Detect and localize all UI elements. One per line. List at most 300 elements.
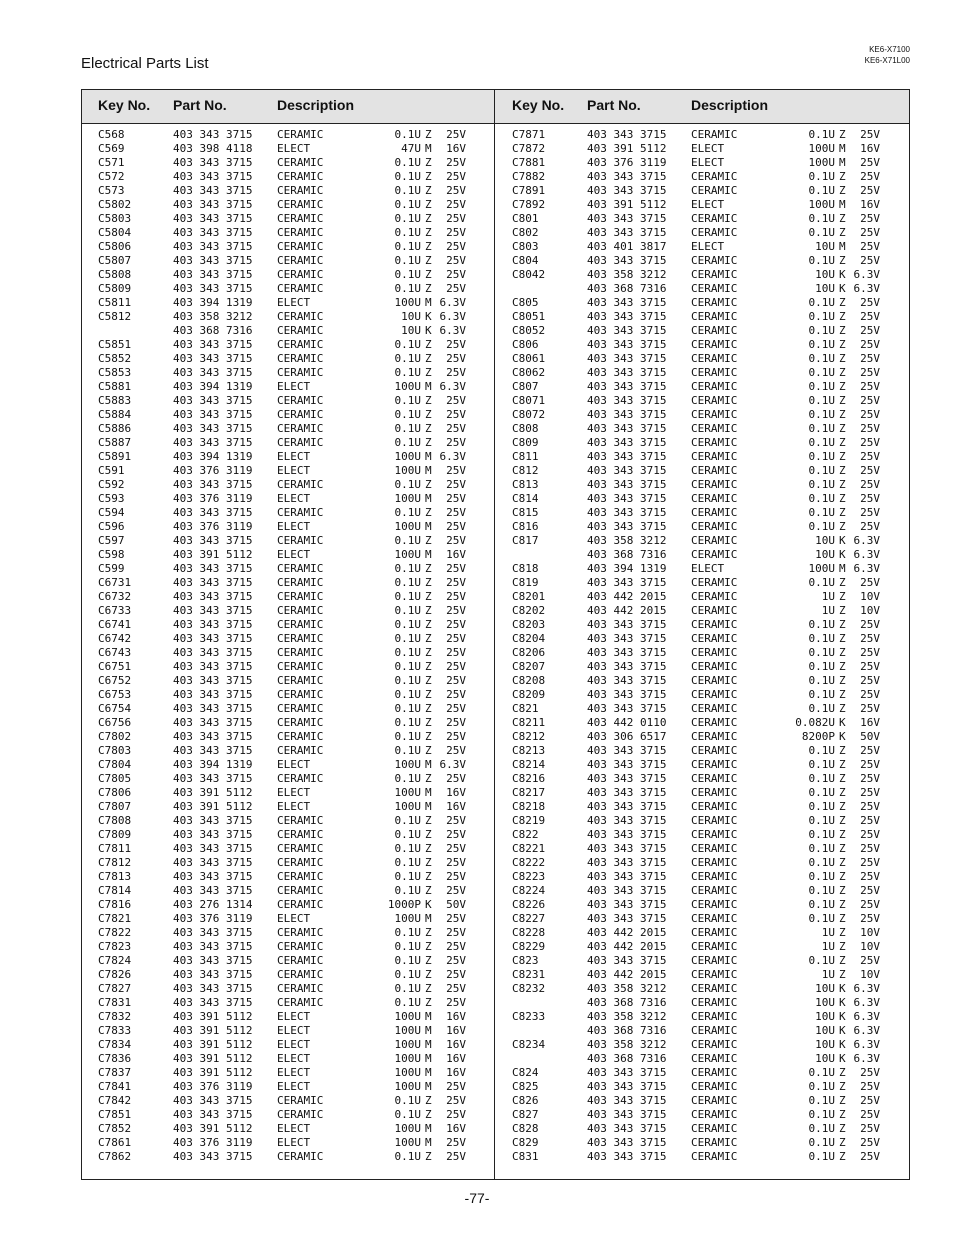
cell-description: CERAMIC bbox=[277, 422, 324, 435]
cell-tolerance: Z bbox=[425, 646, 432, 659]
cell-description: CERAMIC bbox=[691, 744, 738, 757]
cell-part-no: 403 306 6517 bbox=[587, 730, 667, 743]
cell-key-no: C6732 bbox=[98, 590, 132, 603]
cell-description: CERAMIC bbox=[277, 1094, 324, 1107]
cell-part-no: 403 343 3715 bbox=[173, 268, 253, 281]
cell-tolerance: Z bbox=[839, 296, 846, 309]
cell-key-no: C8219 bbox=[512, 814, 546, 827]
cell-part-no: 403 376 3119 bbox=[173, 1080, 253, 1093]
cell-tolerance: Z bbox=[425, 674, 432, 687]
cell-part-no: 403 343 3715 bbox=[587, 632, 667, 645]
table-row bbox=[82, 268, 494, 282]
cell-part-no: 403 343 3715 bbox=[173, 212, 253, 225]
cell-tolerance: M bbox=[839, 562, 846, 575]
cell-tolerance: Z bbox=[839, 800, 846, 813]
cell-value: 0.1U bbox=[808, 478, 835, 491]
cell-description: CERAMIC bbox=[691, 268, 738, 281]
cell-tolerance: Z bbox=[839, 408, 846, 421]
cell-key-no: C801 bbox=[512, 212, 539, 225]
table-row bbox=[82, 1066, 494, 1080]
cell-voltage: 25V bbox=[860, 870, 880, 883]
table-row bbox=[496, 604, 908, 618]
cell-tolerance: K bbox=[425, 898, 432, 911]
cell-voltage: 25V bbox=[860, 884, 880, 897]
table-row bbox=[82, 464, 494, 478]
cell-part-no: 403 343 3715 bbox=[587, 296, 667, 309]
cell-tolerance: Z bbox=[839, 212, 846, 225]
cell-key-no: C7814 bbox=[98, 884, 132, 897]
cell-value: 0.1U bbox=[808, 380, 835, 393]
cell-voltage: 25V bbox=[860, 156, 880, 169]
cell-part-no: 403 343 3715 bbox=[173, 744, 253, 757]
table-row bbox=[82, 198, 494, 212]
cell-part-no: 403 376 3119 bbox=[173, 520, 253, 533]
cell-key-no: C8051 bbox=[512, 310, 546, 323]
table-row bbox=[496, 968, 908, 982]
cell-tolerance: Z bbox=[425, 338, 432, 351]
table-row bbox=[496, 744, 908, 758]
cell-value: 0.1U bbox=[808, 842, 835, 855]
cell-tolerance: K bbox=[839, 730, 846, 743]
cell-tolerance: Z bbox=[839, 786, 846, 799]
cell-description: CERAMIC bbox=[691, 996, 738, 1009]
cell-voltage: 25V bbox=[860, 464, 880, 477]
cell-key-no: C7852 bbox=[98, 1122, 132, 1135]
cell-key-no: C5887 bbox=[98, 436, 132, 449]
cell-tolerance: Z bbox=[839, 128, 846, 141]
cell-description: ELECT bbox=[277, 1136, 311, 1149]
cell-tolerance: Z bbox=[425, 856, 432, 869]
table-row bbox=[82, 1094, 494, 1108]
cell-description: CERAMIC bbox=[277, 240, 324, 253]
table-row bbox=[496, 128, 908, 142]
cell-value: 1U bbox=[821, 968, 835, 981]
cell-part-no: 403 391 5112 bbox=[173, 1052, 253, 1065]
cell-voltage: 25V bbox=[860, 436, 880, 449]
cell-key-no: C7872 bbox=[512, 142, 546, 155]
cell-key-no: C8229 bbox=[512, 940, 546, 953]
cell-tolerance: M bbox=[425, 450, 432, 463]
cell-value: 0.1U bbox=[808, 618, 835, 631]
cell-voltage: 25V bbox=[860, 828, 880, 841]
table-row bbox=[496, 450, 908, 464]
cell-value: 0.1U bbox=[394, 870, 421, 883]
cell-voltage: 25V bbox=[446, 156, 466, 169]
table-row bbox=[82, 240, 494, 254]
cell-value: 0.1U bbox=[394, 940, 421, 953]
cell-value: 100U bbox=[394, 1136, 421, 1149]
cell-part-no: 403 343 3715 bbox=[173, 772, 253, 785]
cell-value: 0.1U bbox=[394, 576, 421, 589]
cell-value: 0.1U bbox=[394, 534, 421, 547]
cell-part-no: 403 343 3715 bbox=[173, 814, 253, 827]
cell-part-no: 403 391 5112 bbox=[173, 1122, 253, 1135]
cell-description: CERAMIC bbox=[691, 884, 738, 897]
table-row bbox=[82, 338, 494, 352]
cell-part-no: 403 442 2015 bbox=[587, 968, 667, 981]
cell-description: CERAMIC bbox=[691, 324, 738, 337]
cell-part-no: 403 343 3715 bbox=[587, 450, 667, 463]
cell-voltage: 25V bbox=[860, 1066, 880, 1079]
cell-key-no: C7822 bbox=[98, 926, 132, 939]
cell-description: CERAMIC bbox=[277, 898, 324, 911]
table-row bbox=[496, 562, 908, 576]
table-row bbox=[496, 772, 908, 786]
cell-tolerance: M bbox=[425, 1052, 432, 1065]
table-row bbox=[82, 450, 494, 464]
cell-part-no: 403 343 3715 bbox=[587, 184, 667, 197]
cell-key-no: C568 bbox=[98, 128, 125, 141]
cell-description: ELECT bbox=[277, 1122, 311, 1135]
cell-voltage: 25V bbox=[860, 310, 880, 323]
cell-voltage: 25V bbox=[860, 394, 880, 407]
cell-voltage: 16V bbox=[446, 1122, 466, 1135]
cell-tolerance: Z bbox=[839, 674, 846, 687]
cell-voltage: 25V bbox=[446, 268, 466, 281]
cell-value: 0.1U bbox=[394, 408, 421, 421]
cell-key-no: C8202 bbox=[512, 604, 546, 617]
cell-tolerance: Z bbox=[839, 422, 846, 435]
cell-value: 1U bbox=[821, 926, 835, 939]
cell-part-no: 403 343 3715 bbox=[173, 842, 253, 855]
cell-description: CERAMIC bbox=[691, 940, 738, 953]
cell-description: CERAMIC bbox=[277, 366, 324, 379]
table-row bbox=[82, 870, 494, 884]
cell-tolerance: Z bbox=[425, 254, 432, 267]
cell-description: CERAMIC bbox=[691, 898, 738, 911]
cell-value: 0.1U bbox=[808, 310, 835, 323]
cell-tolerance: Z bbox=[425, 604, 432, 617]
cell-part-no: 403 391 5112 bbox=[173, 548, 253, 561]
cell-voltage: 25V bbox=[446, 520, 466, 533]
cell-value: 100U bbox=[808, 562, 835, 575]
cell-voltage: 25V bbox=[446, 576, 466, 589]
cell-part-no: 403 442 2015 bbox=[587, 940, 667, 953]
cell-value: 0.1U bbox=[394, 170, 421, 183]
cell-description: CERAMIC bbox=[691, 786, 738, 799]
cell-description: CERAMIC bbox=[691, 1052, 738, 1065]
cell-key-no: C5883 bbox=[98, 394, 132, 407]
cell-description: CERAMIC bbox=[691, 380, 738, 393]
cell-key-no: C7836 bbox=[98, 1052, 132, 1065]
cell-tolerance: M bbox=[425, 1136, 432, 1149]
table-row bbox=[82, 604, 494, 618]
cell-description: CERAMIC bbox=[691, 422, 738, 435]
cell-part-no: 403 368 7316 bbox=[587, 1052, 667, 1065]
cell-tolerance: M bbox=[425, 786, 432, 799]
cell-value: 0.1U bbox=[394, 394, 421, 407]
cell-tolerance: Z bbox=[839, 576, 846, 589]
cell-part-no: 403 343 3715 bbox=[587, 954, 667, 967]
cell-description: CERAMIC bbox=[691, 128, 738, 141]
cell-description: CERAMIC bbox=[691, 492, 738, 505]
cell-voltage: 16V bbox=[446, 1052, 466, 1065]
cell-description: ELECT bbox=[277, 1080, 311, 1093]
cell-tolerance: Z bbox=[425, 590, 432, 603]
cell-description: CERAMIC bbox=[277, 394, 324, 407]
cell-voltage: 10V bbox=[860, 968, 880, 981]
cell-tolerance: M bbox=[425, 758, 432, 771]
cell-value: 100U bbox=[394, 800, 421, 813]
cell-value: 0.1U bbox=[808, 702, 835, 715]
cell-tolerance: Z bbox=[839, 702, 846, 715]
cell-description: CERAMIC bbox=[277, 814, 324, 827]
cell-voltage: 25V bbox=[446, 464, 466, 477]
cell-voltage: 25V bbox=[860, 702, 880, 715]
cell-description: CERAMIC bbox=[277, 702, 324, 715]
cell-voltage: 25V bbox=[446, 240, 466, 253]
cell-voltage: 16V bbox=[860, 142, 880, 155]
table-row bbox=[82, 156, 494, 170]
cell-description: CERAMIC bbox=[691, 1122, 738, 1135]
cell-value: 0.1U bbox=[394, 674, 421, 687]
cell-description: ELECT bbox=[277, 1038, 311, 1051]
cell-part-no: 403 358 3212 bbox=[587, 982, 667, 995]
cell-tolerance: Z bbox=[839, 814, 846, 827]
table-row bbox=[82, 520, 494, 534]
cell-description: CERAMIC bbox=[691, 548, 738, 561]
cell-voltage: 25V bbox=[446, 842, 466, 855]
cell-voltage: 6.3V bbox=[439, 296, 466, 309]
cell-value: 0.1U bbox=[394, 268, 421, 281]
cell-tolerance: Z bbox=[425, 282, 432, 295]
cell-tolerance: Z bbox=[425, 562, 432, 575]
cell-voltage: 16V bbox=[446, 142, 466, 155]
cell-tolerance: K bbox=[839, 534, 846, 547]
cell-key-no: C7841 bbox=[98, 1080, 132, 1093]
cell-tolerance: K bbox=[839, 1010, 846, 1023]
cell-value: 100U bbox=[394, 1010, 421, 1023]
table-row bbox=[496, 324, 908, 338]
cell-part-no: 403 343 3715 bbox=[587, 1094, 667, 1107]
table-row bbox=[496, 856, 908, 870]
cell-voltage: 16V bbox=[446, 786, 466, 799]
cell-value: 10U bbox=[815, 1010, 835, 1023]
cell-key-no: C8224 bbox=[512, 884, 546, 897]
cell-voltage: 25V bbox=[860, 1094, 880, 1107]
cell-voltage: 25V bbox=[446, 478, 466, 491]
cell-voltage: 25V bbox=[860, 1150, 880, 1163]
cell-key-no: C5852 bbox=[98, 352, 132, 365]
cell-value: 0.1U bbox=[394, 422, 421, 435]
cell-voltage: 25V bbox=[860, 1122, 880, 1135]
cell-part-no: 403 343 3715 bbox=[587, 170, 667, 183]
cell-key-no: C825 bbox=[512, 1080, 539, 1093]
cell-tolerance: K bbox=[839, 548, 846, 561]
table-row bbox=[82, 548, 494, 562]
cell-tolerance: Z bbox=[425, 940, 432, 953]
cell-value: 0.1U bbox=[394, 660, 421, 673]
cell-key-no: C8042 bbox=[512, 268, 546, 281]
table-row bbox=[496, 1122, 908, 1136]
table-row bbox=[82, 772, 494, 786]
table-row bbox=[496, 870, 908, 884]
cell-voltage: 25V bbox=[446, 338, 466, 351]
table-row bbox=[82, 254, 494, 268]
cell-description: CERAMIC bbox=[691, 408, 738, 421]
cell-value: 1U bbox=[821, 604, 835, 617]
cell-voltage: 6.3V bbox=[853, 1038, 880, 1051]
cell-tolerance: M bbox=[425, 548, 432, 561]
cell-part-no: 403 358 3212 bbox=[587, 1010, 667, 1023]
table-row bbox=[496, 688, 908, 702]
cell-description: CERAMIC bbox=[277, 156, 324, 169]
cell-part-no: 403 343 3715 bbox=[587, 254, 667, 267]
cell-part-no: 403 343 3715 bbox=[587, 660, 667, 673]
cell-value: 100U bbox=[394, 1024, 421, 1037]
table-row bbox=[82, 996, 494, 1010]
cell-value: 0.1U bbox=[808, 254, 835, 267]
cell-key-no: C808 bbox=[512, 422, 539, 435]
cell-voltage: 25V bbox=[860, 1108, 880, 1121]
cell-description: CERAMIC bbox=[277, 534, 324, 547]
cell-voltage: 25V bbox=[446, 996, 466, 1009]
table-row bbox=[82, 1150, 494, 1164]
table-row bbox=[496, 366, 908, 380]
table-row bbox=[82, 968, 494, 982]
cell-voltage: 25V bbox=[446, 702, 466, 715]
cell-description: CERAMIC bbox=[691, 1024, 738, 1037]
cell-key-no: C812 bbox=[512, 464, 539, 477]
cell-description: CERAMIC bbox=[691, 436, 738, 449]
cell-voltage: 25V bbox=[446, 926, 466, 939]
cell-description: CERAMIC bbox=[277, 646, 324, 659]
cell-part-no: 403 391 5112 bbox=[173, 1038, 253, 1051]
table-row bbox=[496, 408, 908, 422]
cell-key-no: C7881 bbox=[512, 156, 546, 169]
cell-key-no: C826 bbox=[512, 1094, 539, 1107]
cell-tolerance: Z bbox=[425, 968, 432, 981]
cell-voltage: 25V bbox=[446, 814, 466, 827]
cell-tolerance: Z bbox=[839, 618, 846, 631]
cell-description: ELECT bbox=[277, 380, 311, 393]
cell-description: ELECT bbox=[277, 296, 311, 309]
cell-part-no: 403 358 3212 bbox=[587, 268, 667, 281]
cell-part-no: 403 343 3715 bbox=[173, 926, 253, 939]
cell-part-no: 403 343 3715 bbox=[587, 310, 667, 323]
cell-part-no: 403 343 3715 bbox=[587, 422, 667, 435]
cell-tolerance: M bbox=[839, 198, 846, 211]
cell-voltage: 25V bbox=[860, 184, 880, 197]
cell-tolerance: Z bbox=[839, 1108, 846, 1121]
cell-description: CERAMIC bbox=[691, 856, 738, 869]
cell-voltage: 25V bbox=[446, 1080, 466, 1093]
cell-voltage: 25V bbox=[860, 660, 880, 673]
cell-key-no: C7804 bbox=[98, 758, 132, 771]
cell-key-no: C5891 bbox=[98, 450, 132, 463]
cell-voltage: 25V bbox=[446, 254, 466, 267]
cell-voltage: 25V bbox=[446, 674, 466, 687]
table-row bbox=[496, 282, 908, 296]
cell-description: CERAMIC bbox=[691, 716, 738, 729]
table-row bbox=[496, 464, 908, 478]
table-row bbox=[496, 142, 908, 156]
table-row bbox=[82, 492, 494, 506]
cell-tolerance: Z bbox=[839, 1122, 846, 1135]
cell-part-no: 403 343 3715 bbox=[587, 744, 667, 757]
cell-value: 100U bbox=[394, 296, 421, 309]
cell-value: 0.1U bbox=[808, 744, 835, 757]
cell-tolerance: Z bbox=[425, 842, 432, 855]
cell-tolerance: Z bbox=[839, 1136, 846, 1149]
cell-description: CERAMIC bbox=[277, 1108, 324, 1121]
table-row bbox=[496, 338, 908, 352]
cell-tolerance: Z bbox=[425, 212, 432, 225]
cell-key-no: C591 bbox=[98, 464, 125, 477]
cell-part-no: 403 343 3715 bbox=[587, 786, 667, 799]
cell-description: CERAMIC bbox=[691, 730, 738, 743]
cell-tolerance: M bbox=[425, 912, 432, 925]
cell-voltage: 10V bbox=[860, 926, 880, 939]
table-row bbox=[496, 926, 908, 940]
cell-key-no: C8061 bbox=[512, 352, 546, 365]
cell-part-no: 403 343 3715 bbox=[587, 912, 667, 925]
cell-key-no: C7827 bbox=[98, 982, 132, 995]
cell-description: CERAMIC bbox=[691, 660, 738, 673]
cell-description: CERAMIC bbox=[691, 394, 738, 407]
cell-voltage: 25V bbox=[446, 884, 466, 897]
cell-description: ELECT bbox=[277, 142, 311, 155]
cell-key-no: C6742 bbox=[98, 632, 132, 645]
cell-part-no: 403 343 3715 bbox=[173, 1108, 253, 1121]
cell-voltage: 25V bbox=[446, 730, 466, 743]
cell-description: CERAMIC bbox=[277, 730, 324, 743]
cell-tolerance: Z bbox=[425, 366, 432, 379]
cell-part-no: 403 343 3715 bbox=[587, 394, 667, 407]
cell-key-no: C7808 bbox=[98, 814, 132, 827]
cell-description: CERAMIC bbox=[691, 814, 738, 827]
left-rows bbox=[82, 128, 494, 1164]
cell-key-no: C8227 bbox=[512, 912, 546, 925]
cell-tolerance: Z bbox=[839, 1150, 846, 1163]
cell-voltage: 25V bbox=[446, 772, 466, 785]
cell-tolerance: Z bbox=[839, 828, 846, 841]
table-row bbox=[496, 198, 908, 212]
cell-key-no: C813 bbox=[512, 478, 539, 491]
cell-voltage: 25V bbox=[446, 940, 466, 953]
cell-tolerance: Z bbox=[839, 898, 846, 911]
table-row bbox=[496, 912, 908, 926]
cell-key-no: C8212 bbox=[512, 730, 546, 743]
cell-value: 0.1U bbox=[808, 884, 835, 897]
table-row bbox=[82, 660, 494, 674]
cell-part-no: 403 343 3715 bbox=[173, 730, 253, 743]
cell-voltage: 25V bbox=[446, 716, 466, 729]
cell-key-no: C7821 bbox=[98, 912, 132, 925]
cell-description: ELECT bbox=[277, 464, 311, 477]
cell-description: CERAMIC bbox=[691, 478, 738, 491]
table-row bbox=[496, 394, 908, 408]
cell-key-no: C829 bbox=[512, 1136, 539, 1149]
cell-description: CERAMIC bbox=[277, 604, 324, 617]
cell-voltage: 25V bbox=[860, 240, 880, 253]
table-row bbox=[82, 310, 494, 324]
cell-voltage: 25V bbox=[860, 898, 880, 911]
cell-key-no: C8226 bbox=[512, 898, 546, 911]
cell-value: 10U bbox=[815, 982, 835, 995]
cell-voltage: 25V bbox=[860, 1136, 880, 1149]
cell-part-no: 403 343 3715 bbox=[587, 618, 667, 631]
cell-description: CERAMIC bbox=[691, 170, 738, 183]
cell-voltage: 25V bbox=[446, 982, 466, 995]
cell-value: 100U bbox=[394, 492, 421, 505]
cell-part-no: 403 343 3715 bbox=[173, 856, 253, 869]
cell-tolerance: Z bbox=[425, 870, 432, 883]
cell-voltage: 6.3V bbox=[439, 758, 466, 771]
cell-description: CERAMIC bbox=[277, 744, 324, 757]
cell-part-no: 403 358 3212 bbox=[173, 310, 253, 323]
cell-part-no: 403 343 3715 bbox=[173, 870, 253, 883]
